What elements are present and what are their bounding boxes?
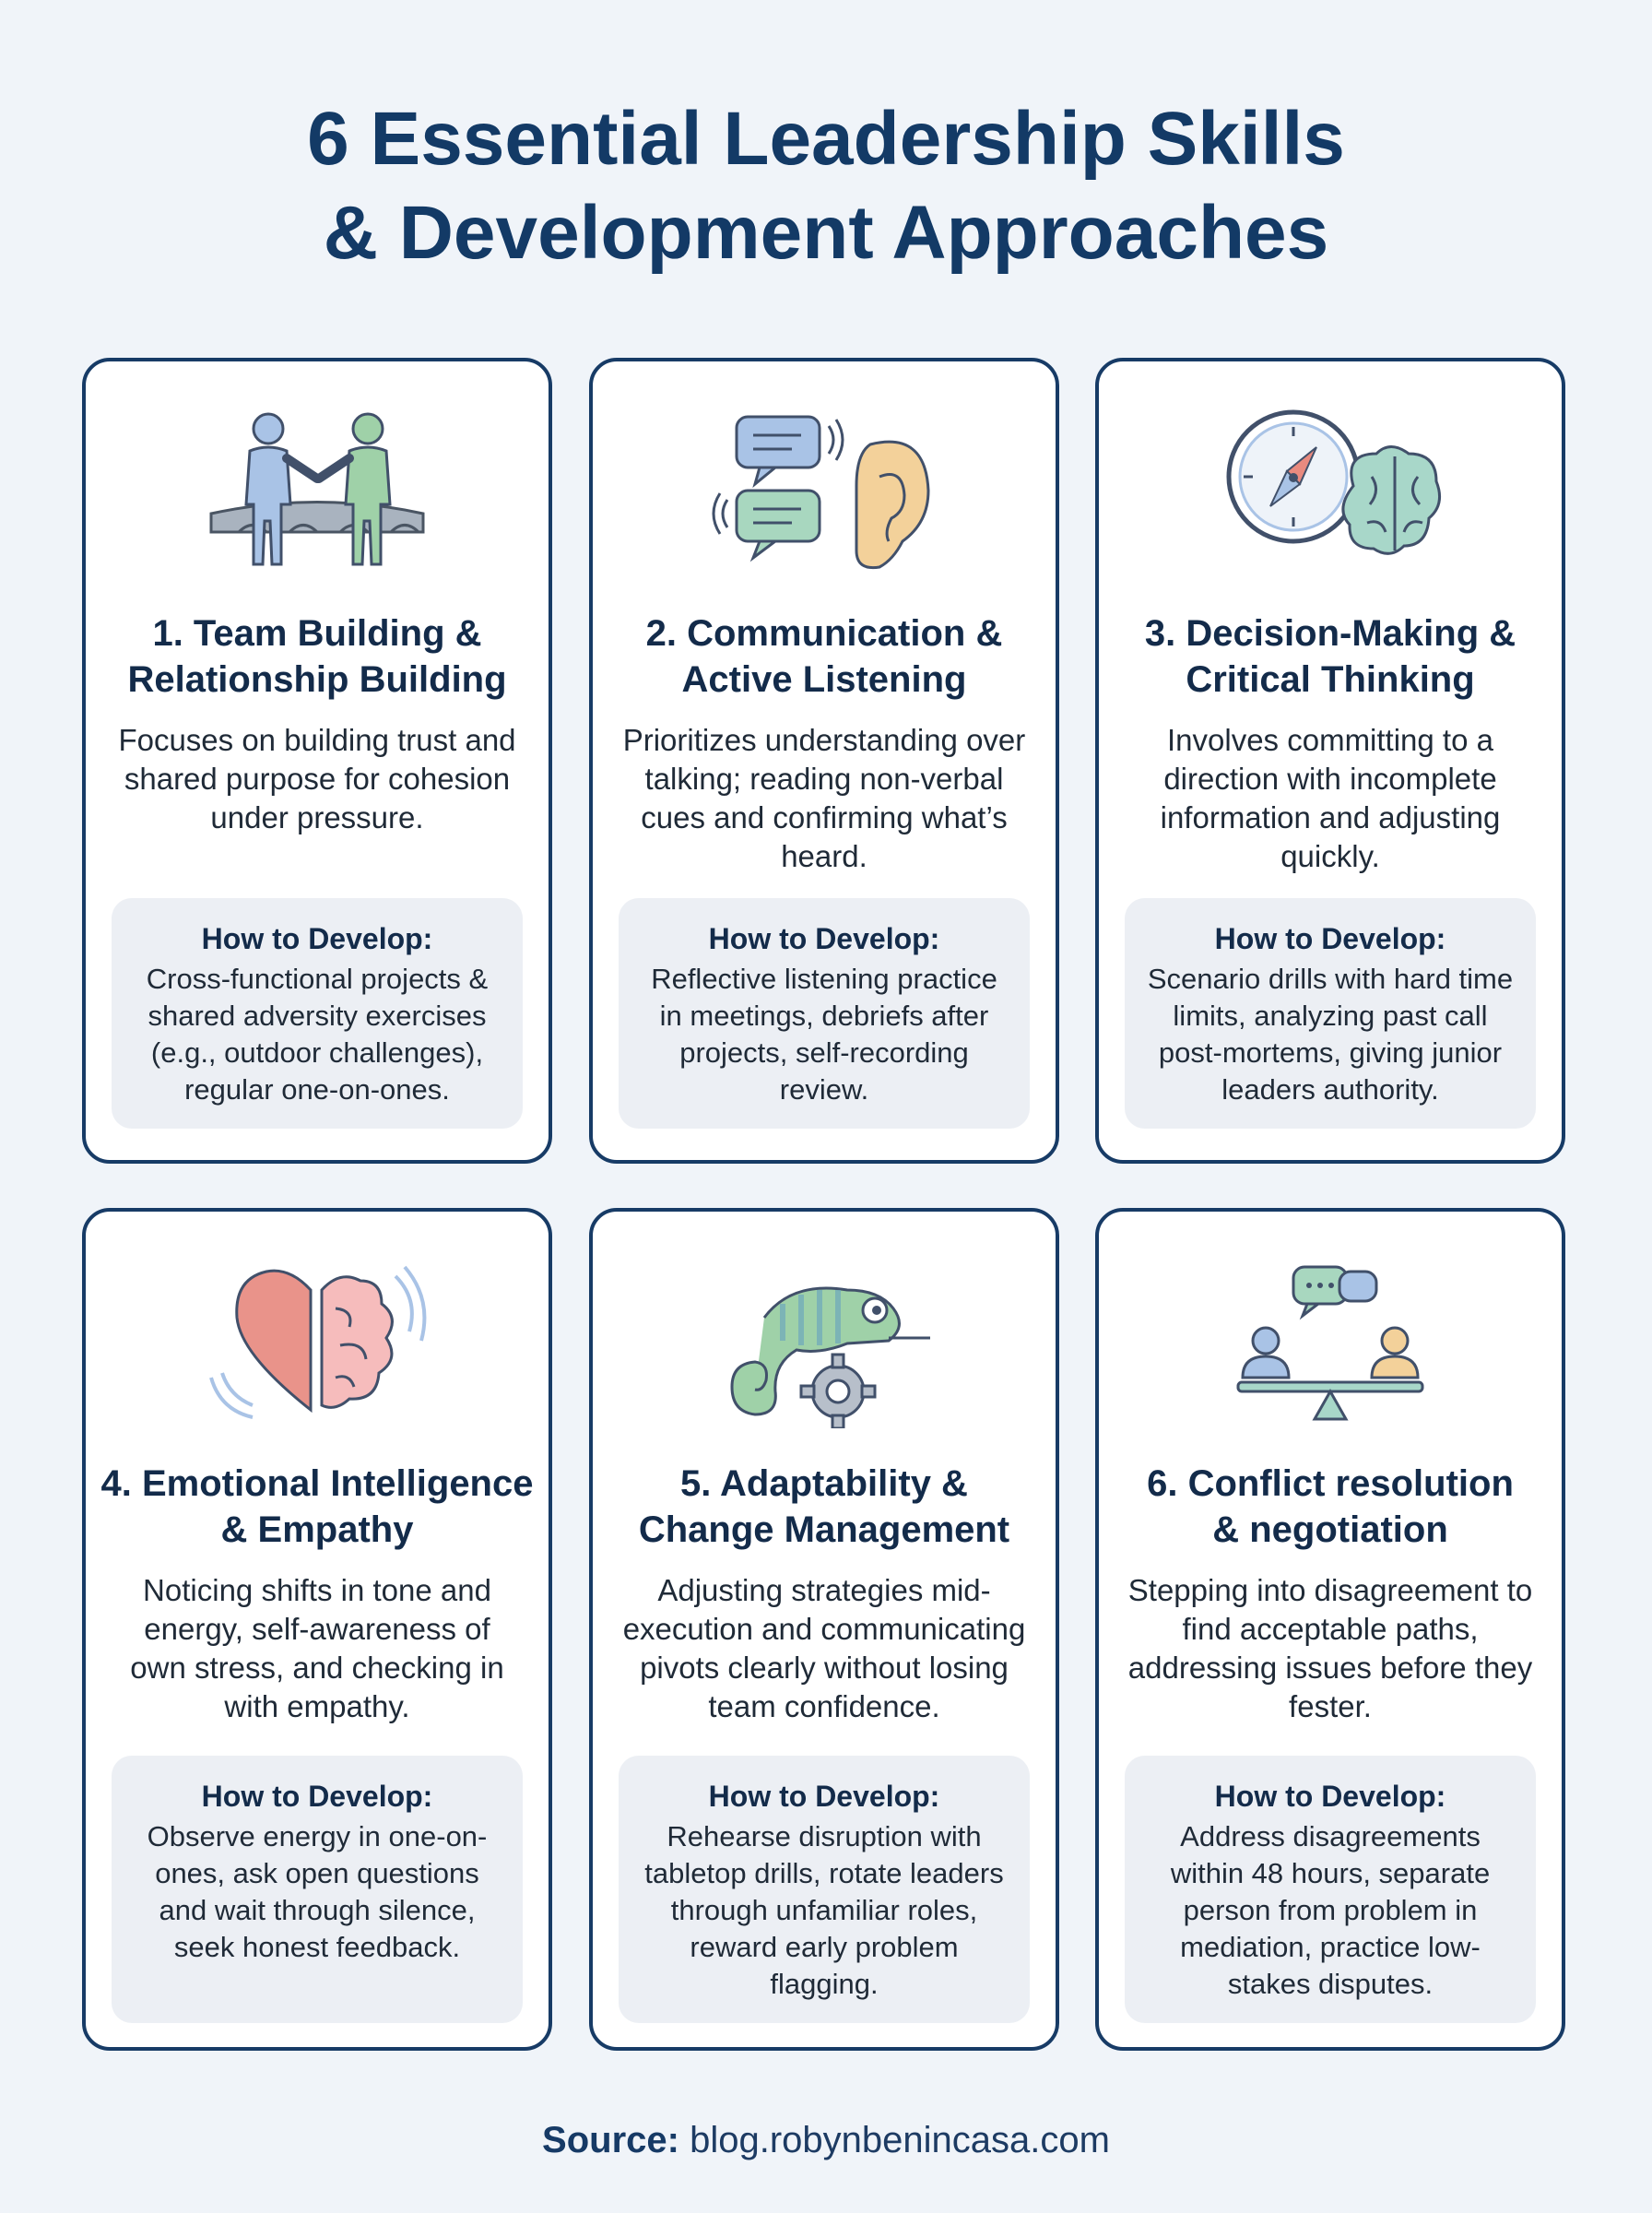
speech-bubbles-ear-icon	[593, 403, 1056, 578]
card-title-line-2: & Empathy	[220, 1509, 414, 1550]
skill-card-emotional-intelligence	[82, 1208, 552, 2051]
how-to-develop-box	[112, 1756, 523, 2023]
card-title	[95, 610, 539, 703]
compass-brain-icon	[1099, 403, 1562, 578]
how-to-develop-label: How to Develop:	[708, 922, 940, 955]
card-title	[1108, 1461, 1552, 1553]
how-to-develop-text: Observe energy in one-on-ones, ask open questions and wait through silence, seek honest feedback.	[147, 1820, 488, 1963]
card-title-line-2: Relationship Building	[127, 659, 507, 700]
how-to-develop-box	[112, 898, 523, 1129]
card-description: Prioritizes understanding over talking; reading non-verbal cues and confirming what’s heard.	[622, 723, 1026, 873]
how-to-develop-box	[619, 898, 1030, 1129]
card-title-line-1: 6. Conflict resolution	[1147, 1463, 1514, 1504]
how-to-develop-text: Address disagreements within 48 hours, separate person from problem in mediation, practice low-stakes disputes.	[1170, 1820, 1491, 2000]
card-title-line-2: Critical Thinking	[1186, 659, 1475, 700]
page-title	[0, 92, 1652, 280]
source-link[interactable]: blog.robynbenincasa.com	[690, 2120, 1110, 2160]
card-title-line-1: 2. Communication &	[645, 613, 1003, 654]
skill-card-conflict-resolution	[1095, 1208, 1565, 2051]
how-to-develop-box	[619, 1756, 1030, 2023]
how-to-develop-label: How to Develop:	[201, 1780, 433, 1813]
skill-card-adaptability	[589, 1208, 1059, 2051]
card-title	[602, 1461, 1046, 1553]
source-credit	[0, 2117, 1652, 2163]
how-to-develop-text: Rehearse disruption with tabletop drills, rotate leaders through unfamiliar roles, reward early problem flagging.	[644, 1820, 1004, 2000]
card-title-line-1: 5. Adaptability &	[680, 1463, 968, 1504]
page-title-line-2: & Development Approaches	[323, 191, 1329, 275]
card-description: Involves committing to a direction with incomplete information and adjusting quickly.	[1160, 723, 1501, 873]
how-to-develop-text: Reflective listening practice in meetings, debriefs after projects, self-recording review.	[651, 963, 997, 1106]
card-title	[95, 1461, 539, 1553]
card-title	[602, 610, 1046, 703]
how-to-develop-text: Scenario drills with hard time limits, analyzing past call post-mortems, giving junior leaders authority.	[1147, 963, 1514, 1106]
heart-brain-icon	[86, 1253, 549, 1428]
chameleon-gear-icon	[593, 1253, 1056, 1428]
page-title-line-1: 6 Essential Leadership Skills	[307, 97, 1345, 181]
how-to-develop-box	[1125, 1756, 1536, 2023]
how-to-develop-label: How to Develop:	[201, 922, 433, 955]
card-description: Adjusting strategies mid-execution and communicating pivots clearly without losing team confidence.	[622, 1573, 1026, 1723]
source-label: Source:	[542, 2120, 679, 2160]
handshake-bridge-icon	[86, 403, 549, 578]
how-to-develop-label: How to Develop:	[1214, 1780, 1446, 1813]
skill-card-decision-making	[1095, 358, 1565, 1164]
card-title-line-2: Change Management	[638, 1509, 1010, 1550]
skill-card-team-building	[82, 358, 552, 1164]
how-to-develop-label: How to Develop:	[708, 1780, 940, 1813]
card-description: Stepping into disagreement to find acceptable paths, addressing issues before they fester.	[1127, 1573, 1533, 1723]
how-to-develop-text: Cross-functional projects & shared adversity exercises (e.g., outdoor challenges), regular one-on-ones.	[146, 963, 489, 1106]
how-to-develop-label: How to Develop:	[1214, 922, 1446, 955]
card-title-line-1: 1. Team Building &	[152, 613, 482, 654]
card-title-line-2: & negotiation	[1212, 1509, 1448, 1550]
card-title-line-2: Active Listening	[681, 659, 967, 700]
card-description: Noticing shifts in tone and energy, self-awareness of own stress, and checking in with empathy.	[130, 1573, 504, 1723]
card-description: Focuses on building trust and shared purpose for cohesion under pressure.	[118, 723, 516, 834]
how-to-develop-box	[1125, 898, 1536, 1129]
balance-people-icon	[1099, 1253, 1562, 1428]
card-title-line-1: 4. Emotional Intelligence	[100, 1463, 534, 1504]
card-title-line-1: 3. Decision-Making &	[1144, 613, 1516, 654]
skill-card-communication	[589, 358, 1059, 1164]
card-title	[1108, 610, 1552, 703]
